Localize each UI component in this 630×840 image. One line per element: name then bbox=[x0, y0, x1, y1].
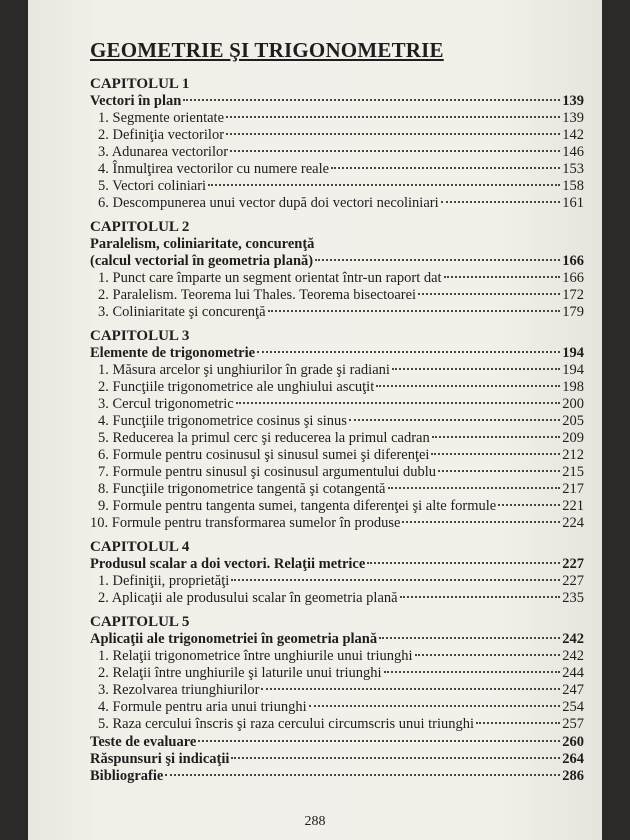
dot-leader bbox=[198, 740, 560, 742]
chapter-block bbox=[90, 219, 584, 321]
dot-leader bbox=[388, 487, 561, 489]
entry-page-number: 146 bbox=[562, 144, 584, 160]
entry-text: 4. Înmulţirea vectorilor cu numere reale bbox=[98, 161, 330, 177]
entry-page-number: 139 bbox=[562, 93, 584, 109]
entry-text: 5. Reducerea la primul cerc şi reducerea la primul cadran bbox=[98, 430, 430, 446]
entry-page-number: 221 bbox=[562, 498, 584, 514]
closing-sections bbox=[90, 734, 584, 785]
dot-leader bbox=[257, 351, 560, 353]
dot-leader bbox=[315, 259, 560, 261]
entry-page-number: 227 bbox=[562, 573, 584, 589]
toc-item bbox=[90, 144, 584, 161]
entry-text: 2. Aplicaţii ale produsului scalar în geometria plană bbox=[98, 590, 398, 606]
toc-item bbox=[90, 464, 584, 481]
dot-leader bbox=[431, 453, 560, 455]
dot-leader bbox=[415, 654, 561, 656]
toc-item bbox=[90, 716, 584, 733]
chapter-label: CAPITOLUL 2 bbox=[90, 219, 190, 235]
toc-item bbox=[90, 161, 584, 178]
dot-leader bbox=[261, 688, 560, 690]
dot-leader bbox=[392, 368, 560, 370]
toc-item bbox=[90, 270, 584, 287]
entry-page-number: 244 bbox=[562, 665, 584, 681]
toc-item bbox=[90, 413, 584, 430]
toc-item bbox=[90, 573, 584, 590]
toc-item bbox=[90, 498, 584, 515]
closing-entry bbox=[90, 751, 584, 768]
entry-text: 7. Formule pentru sinusul şi cosinusul argumentului dublu bbox=[98, 464, 437, 480]
dot-leader bbox=[309, 705, 561, 707]
entry-text: 2. Paralelism. Teorema lui Thales. Teorema bisectoarei bbox=[98, 287, 417, 303]
entry-page-number: 205 bbox=[562, 413, 584, 429]
toc-item bbox=[90, 287, 584, 304]
dot-leader bbox=[384, 671, 561, 673]
book-page bbox=[28, 0, 602, 840]
entry-page-number: 224 bbox=[562, 515, 584, 531]
entry-text: 1. Definiţii, proprietăţi bbox=[98, 573, 230, 589]
toc-item bbox=[90, 515, 584, 532]
toc-item bbox=[90, 648, 584, 665]
toc-item bbox=[90, 590, 584, 607]
toc-item bbox=[90, 127, 584, 144]
entry-text: 5. Raza cercului înscris şi raza cercului circumscris unui triunghi bbox=[98, 716, 475, 732]
dot-leader bbox=[498, 504, 560, 506]
entry-page-number: 198 bbox=[562, 379, 584, 395]
chapter-label: CAPITOLUL 4 bbox=[90, 539, 190, 555]
chapter-heading-entry bbox=[90, 556, 584, 573]
entry-text: 3. Rezolvarea triunghiurilor bbox=[98, 682, 260, 698]
entry-page-number: 264 bbox=[562, 751, 584, 767]
dot-leader bbox=[432, 436, 561, 438]
chapter-heading-entry bbox=[90, 631, 584, 648]
toc-item bbox=[90, 379, 584, 396]
entry-text: 2. Relaţii între unghiurile şi laturile unui triunghi bbox=[98, 665, 382, 681]
dot-leader bbox=[418, 293, 560, 295]
entry-text: 9. Formule pentru tangenta sumei, tangenta diferenţei şi alte formule bbox=[98, 498, 497, 514]
dot-leader bbox=[349, 419, 560, 421]
dot-leader bbox=[165, 774, 560, 776]
table-of-contents bbox=[90, 76, 584, 785]
entry-page-number: 209 bbox=[562, 430, 584, 446]
entry-page-number: 161 bbox=[562, 195, 584, 211]
chapter-block bbox=[90, 614, 584, 733]
chapter-label: CAPITOLUL 5 bbox=[90, 614, 190, 630]
chapter-title-line: Paralelism, coliniaritate, concurenţă bbox=[90, 236, 315, 252]
entry-text: 4. Funcţiile trigonometrice cosinus şi sinus bbox=[98, 413, 347, 429]
entry-page-number: 158 bbox=[562, 178, 584, 194]
toc-item bbox=[90, 362, 584, 379]
entry-text: (calcul vectorial în geometria plană) bbox=[90, 253, 314, 269]
dot-leader bbox=[231, 757, 560, 759]
entry-text: 8. Funcţiile trigonometrice tangentă şi cotangentă bbox=[98, 481, 386, 497]
entry-page-number: 153 bbox=[562, 161, 584, 177]
entry-page-number: 242 bbox=[562, 648, 584, 664]
entry-page-number: 286 bbox=[562, 768, 584, 784]
toc-item bbox=[90, 481, 584, 498]
dot-leader bbox=[476, 722, 560, 724]
dot-leader bbox=[226, 116, 560, 118]
entry-page-number: 212 bbox=[562, 447, 584, 463]
chapter-block bbox=[90, 539, 584, 607]
entry-page-number: 217 bbox=[562, 481, 584, 497]
entry-page-number: 194 bbox=[562, 345, 584, 361]
entry-text: Vectori în plan bbox=[90, 93, 182, 109]
dot-leader bbox=[367, 562, 560, 564]
entry-text: 1. Segmente orientate bbox=[98, 110, 225, 126]
entry-text: 3. Adunarea vectorilor bbox=[98, 144, 229, 160]
entry-page-number: 260 bbox=[562, 734, 584, 750]
toc-item bbox=[90, 682, 584, 699]
entry-page-number: 242 bbox=[562, 631, 584, 647]
entry-text: Elemente de trigonometrie bbox=[90, 345, 256, 361]
entry-text: 2. Funcţiile trigonometrice ale unghiului ascuţit bbox=[98, 379, 375, 395]
entry-text: Produsul scalar a doi vectori. Relaţii metrice bbox=[90, 556, 366, 572]
toc-item bbox=[90, 178, 584, 195]
entry-text: 3. Cercul trigonometric bbox=[98, 396, 234, 412]
toc-item bbox=[90, 447, 584, 464]
dot-leader bbox=[231, 579, 560, 581]
entry-page-number: 194 bbox=[562, 362, 584, 378]
entry-text: 5. Vectori coliniari bbox=[98, 178, 207, 194]
chapter-heading-entry bbox=[90, 93, 584, 110]
dot-leader bbox=[208, 184, 560, 186]
entry-text: 2. Definiţia vectorilor bbox=[98, 127, 225, 143]
toc-item bbox=[90, 430, 584, 447]
dot-leader bbox=[236, 402, 561, 404]
entry-page-number: 235 bbox=[562, 590, 584, 606]
dot-leader bbox=[376, 385, 560, 387]
closing-entry bbox=[90, 734, 584, 751]
page-number: 288 bbox=[304, 814, 326, 829]
entry-text: Răspunsuri şi indicaţii bbox=[90, 751, 230, 767]
chapter-label: CAPITOLUL 1 bbox=[90, 76, 190, 92]
chapter-label: CAPITOLUL 3 bbox=[90, 328, 190, 344]
toc-item bbox=[90, 195, 584, 212]
book-title: GEOMETRIE ŞI TRIGONOMETRIE bbox=[90, 38, 444, 62]
dot-leader bbox=[268, 310, 561, 312]
entry-text: 4. Formule pentru aria unui triunghi bbox=[98, 699, 307, 715]
entry-page-number: 254 bbox=[562, 699, 584, 715]
entry-text: Teste de evaluare bbox=[90, 734, 197, 750]
dot-leader bbox=[226, 133, 560, 135]
entry-page-number: 139 bbox=[562, 110, 584, 126]
dot-leader bbox=[441, 201, 561, 203]
entry-page-number: 166 bbox=[562, 253, 584, 269]
dot-leader bbox=[402, 521, 560, 523]
entry-text: 6. Formule pentru cosinusul şi sinusul sumei şi diferenţei bbox=[98, 447, 430, 463]
entry-text: Aplicaţii ale trigonometriei în geometria plană bbox=[90, 631, 378, 647]
dot-leader bbox=[379, 637, 560, 639]
entry-page-number: 200 bbox=[562, 396, 584, 412]
entry-page-number: 142 bbox=[562, 127, 584, 143]
entry-page-number: 172 bbox=[562, 287, 584, 303]
entry-text: 3. Coliniaritate şi concurenţă bbox=[98, 304, 266, 320]
toc-item bbox=[90, 110, 584, 127]
entry-text: 1. Punct care împarte un segment orientat într-un raport dat bbox=[98, 270, 442, 286]
chapter-block bbox=[90, 328, 584, 532]
chapter-heading-entry bbox=[90, 253, 584, 270]
dot-leader bbox=[331, 167, 560, 169]
dot-leader bbox=[230, 150, 560, 152]
entry-page-number: 257 bbox=[562, 716, 584, 732]
entry-page-number: 166 bbox=[562, 270, 584, 286]
entry-page-number: 227 bbox=[562, 556, 584, 572]
toc-item bbox=[90, 304, 584, 321]
entry-page-number: 247 bbox=[562, 682, 584, 698]
dot-leader bbox=[183, 99, 560, 101]
entry-page-number: 179 bbox=[562, 304, 584, 320]
entry-text: Bibliografie bbox=[90, 768, 164, 784]
entry-text: 6. Descompunerea unui vector după doi vectori necoliniari bbox=[98, 195, 439, 211]
closing-entry bbox=[90, 768, 584, 785]
chapter-heading-entry bbox=[90, 345, 584, 362]
entry-page-number: 215 bbox=[562, 464, 584, 480]
dot-leader bbox=[444, 276, 561, 278]
chapter-block bbox=[90, 76, 584, 212]
entry-text: 1. Relaţii trigonometrice între unghiurile unui triunghi bbox=[98, 648, 413, 664]
entry-text: 1. Măsura arcelor şi unghiurilor în grade şi radiani bbox=[98, 362, 390, 378]
dot-leader bbox=[400, 596, 561, 598]
toc-item bbox=[90, 665, 584, 682]
entry-text: 10. Formule pentru transformarea sumelor în produse bbox=[90, 515, 401, 531]
dot-leader bbox=[438, 470, 560, 472]
toc-item bbox=[90, 699, 584, 716]
toc-item bbox=[90, 396, 584, 413]
